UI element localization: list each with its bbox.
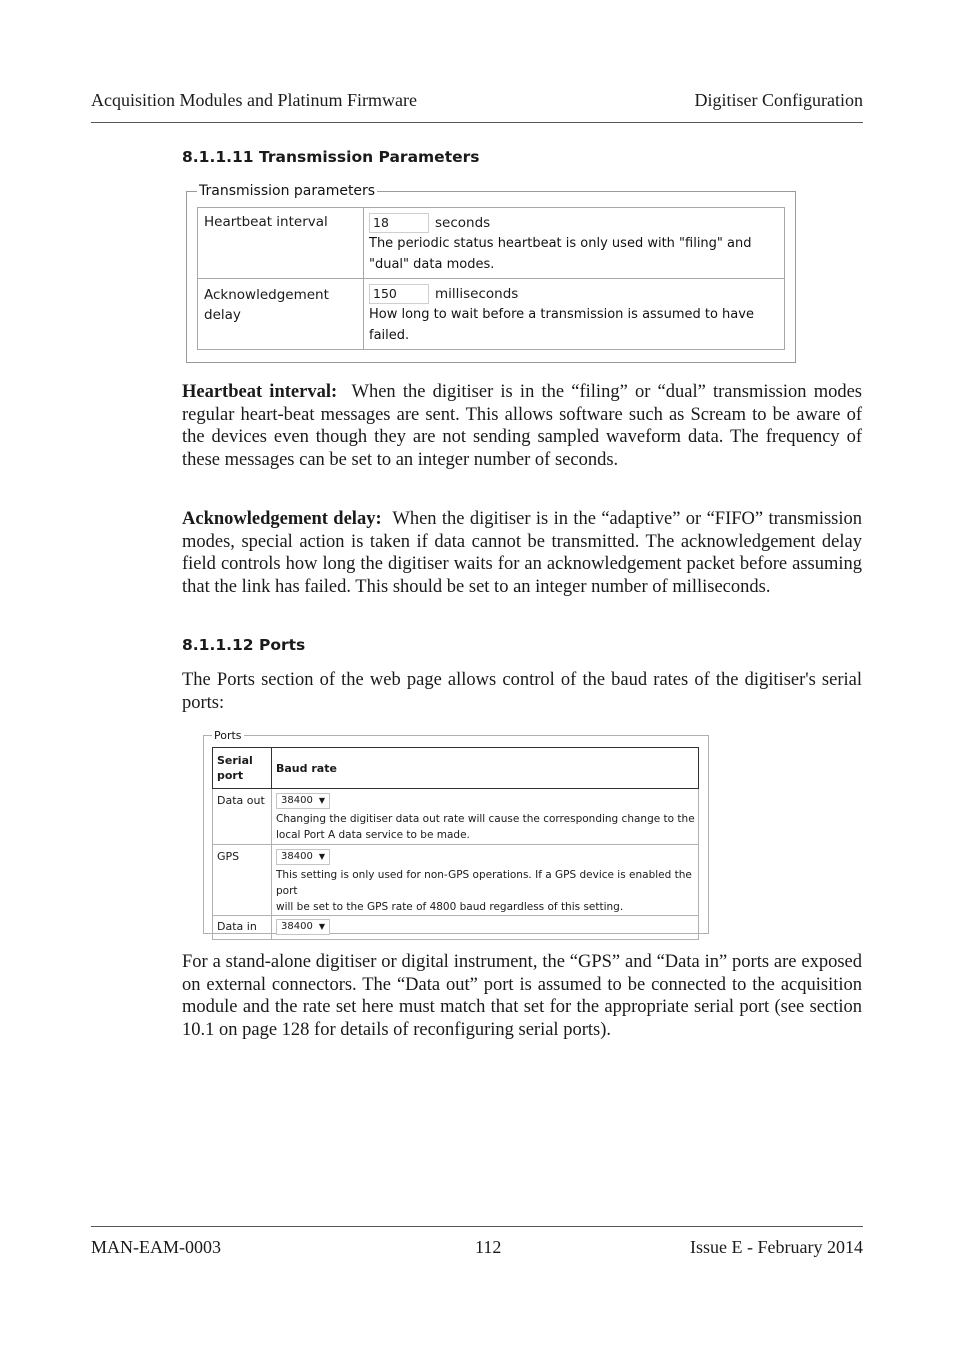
ack-delay-term: Acknowledgement delay: [182,509,382,529]
table-row [213,916,699,940]
chevron-down-icon: ▼ [318,852,325,861]
col-baud-rate-header: Baud rate [272,748,699,789]
ports-table [212,747,699,940]
heartbeat-label-cell [198,208,364,279]
ack-help-line-1: How long to wait before a transmission is assumed to have [369,307,754,322]
gps-help-line-1: This setting is only used for non-GPS operations. If a GPS device is enabled the port [276,869,692,897]
page-footer [91,1237,863,1261]
page-header [91,90,863,114]
col-serial-port-line-2: port [217,769,244,782]
ports-header-row [213,748,699,789]
footer-doc-id: MAN-EAM-0003 [91,1237,221,1257]
transmission-parameters-figure [186,183,796,363]
ack-label-line-2: delay [204,307,241,323]
footer-rule [91,1226,863,1227]
chevron-down-icon: ▼ [318,922,325,931]
port-name-data-in: Data in [213,916,272,940]
rate-cell-gps [272,845,699,916]
ack-unit: milliseconds [435,286,519,302]
rate-cell-data-out [272,789,699,845]
transmission-table [197,207,785,350]
ack-label-cell [198,279,364,350]
baud-value-data-out: 38400 [281,795,313,806]
header-right: Digitiser Configuration [694,90,863,110]
table-row [213,845,699,916]
ack-delay-paragraph [182,508,862,598]
data-out-help-line-1: Changing the digitiser data out rate will cause the corresponding change to the [276,813,695,825]
baud-value-data-in: 38400 [281,921,313,932]
heartbeat-label: Heartbeat interval [204,214,328,230]
ports-legend: Ports [214,729,242,742]
heartbeat-help-line-1: The periodic status heartbeat is only used with "filing" and [369,236,752,251]
baud-select-data-out[interactable] [276,793,330,809]
table-row-heartbeat [198,208,785,279]
heartbeat-value-cell [364,208,785,279]
header-rule [91,122,863,123]
rate-cell-data-in [272,916,699,940]
heartbeat-term: Heartbeat interval: [182,382,338,402]
heartbeat-interval-input[interactable]: 18 [369,213,429,233]
ack-label-line-1: Acknowledgement [204,287,329,303]
baud-value-gps: 38400 [281,851,313,862]
col-serial-port-line-1: Serial [217,754,253,767]
heartbeat-text: When the digitiser is in the “filing” or “dual” transmission modes regular heart-beat messages are sent. This allows software such as Scream to be aware of the devices even though they are not sending sampled waveform data. The frequency of these messages can be set to an integer number of seconds. [182,382,862,470]
header-left: Acquisition Modules and Platinum Firmware [91,90,417,110]
footer-issue: Issue E - February 2014 [690,1237,863,1257]
port-name-gps: GPS [213,845,272,916]
section-heading-ports: 8.1.1.12 Ports [182,636,306,654]
col-serial-port-header [213,748,272,789]
ports-intro-paragraph: The Ports section of the web page allows control of the baud rates of the digitiser's serial ports: [182,670,862,713]
baud-select-gps[interactable] [276,849,330,865]
ack-delay-text: When the digitiser is in the “adaptive” or “FIFO” transmission modes, special action is taken if data cannot be transmitted. The acknowledgement delay field controls how long the digitiser waits for an acknowledgement packet before assuming that the link has failed. This should be set to an integer number of milliseconds. [182,509,862,597]
heartbeat-unit: seconds [435,215,491,231]
section-heading-transmission: 8.1.1.11 Transmission Parameters [182,148,480,166]
table-row [213,789,699,845]
ack-value-cell [364,279,785,350]
heartbeat-help-line-2: "dual" data modes. [369,257,495,272]
ports-closing-paragraph: For a stand-alone digitiser or digital instrument, the “GPS” and “Data in” ports are exposed on external connectors. The “Data out” port is assumed to be connected to the acquisition module and the rate set here must match that set for the appropriate serial port (see section 10.1 on page 128 for details of reconfiguring serial ports). [182,952,862,1040]
chevron-down-icon: ▼ [318,796,325,805]
ack-help-line-2: failed. [369,328,410,343]
transmission-legend: Transmission parameters [199,183,376,199]
port-name-data-out: Data out [213,789,272,845]
gps-help-line-2: will be set to the GPS rate of 4800 baud regardless of this setting. [276,901,624,913]
data-out-help-line-2: local Port A data service to be made. [276,829,470,841]
table-row-ack-delay [198,279,785,350]
ack-delay-input[interactable]: 150 [369,284,429,304]
page-number: 112 [475,1237,502,1257]
baud-select-data-in[interactable] [276,919,330,935]
ports-figure [203,729,709,934]
heartbeat-paragraph [182,381,862,471]
